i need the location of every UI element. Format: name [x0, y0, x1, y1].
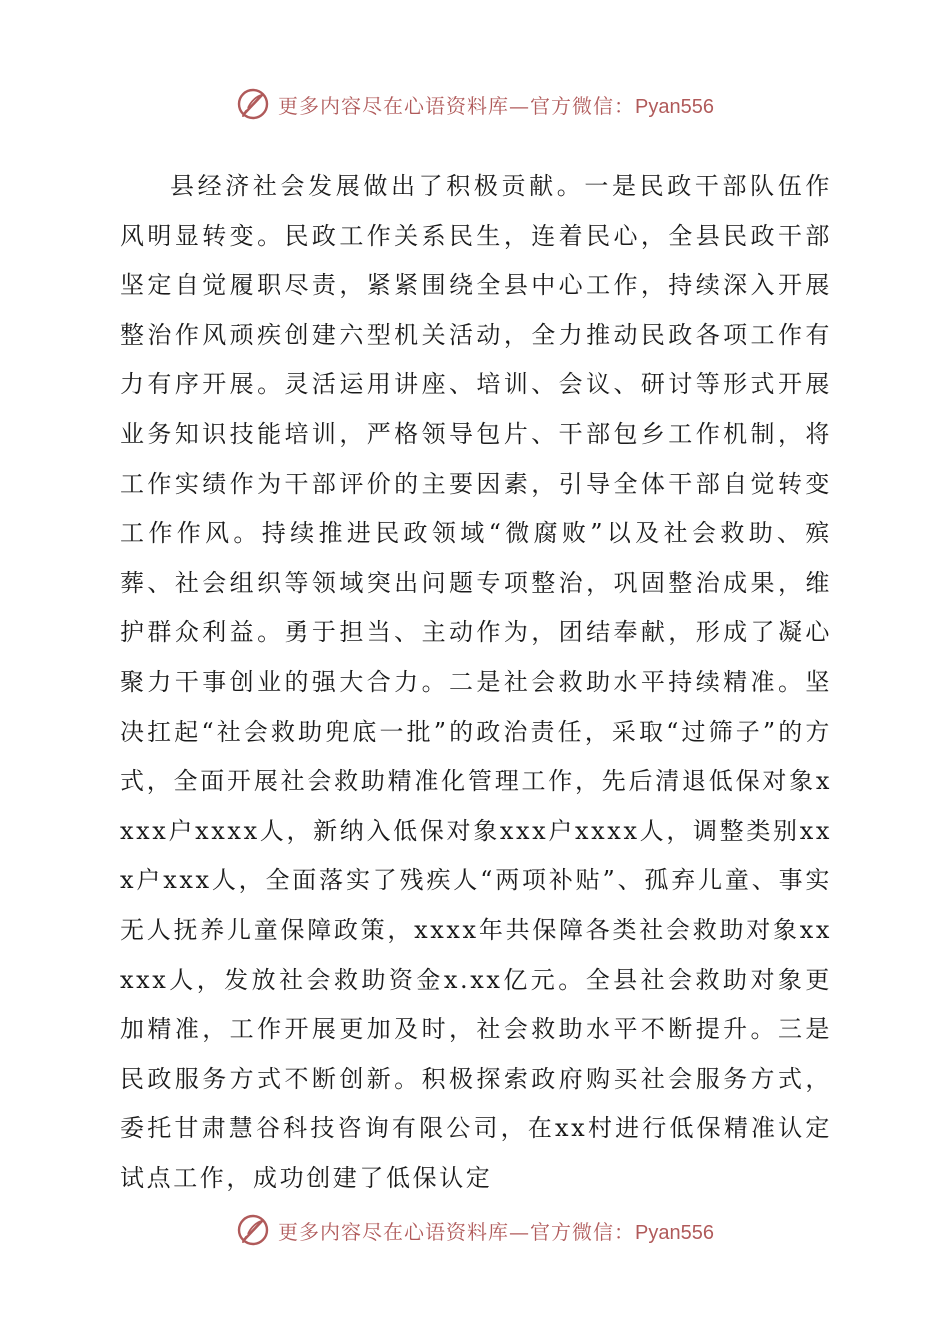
quill-pen-icon	[236, 87, 270, 121]
document-paragraph: 县经济社会发展做出了积极贡献。一是民政干部队伍作风明显转变。民政工作关系民生，连着民心，全县民政干部坚定自觉履职尽责，紧紧围绕全县中心工作，持续深入开展整治作风顽疾创建六型机关活动，全力推动民政各项工作有力有序开展。灵活运用讲座、培训、会议、研讨等形式开展业务知识技能培训，严格领导包片、干部包乡工作机制，将工作实绩作为干部评价的主要因素，引导全体干部自觉转变工作作风。持续推进民政领域“微腐败”以及社会救助、殡葬、社会组织等领域突出问题专项整治，巩固整治成果，维护群众利益。勇于担当、主动作为，团结奉献，形成了凝心聚力干事创业的强大合力。二是社会救助水平持续精准。坚决扛起“社会救助兜底一批”的政治责任，采取“过筛子”的方式，全面开展社会救助精准化管理工作，先后清退低保对象xxxx户xxxx人，新纳入低保对象xxx户xxxx人，调整类别xxx户xxx人，全面落实了残疾人“两项补贴”、孤弃儿童、事实无人抚养儿童保障政策，xxxx年共保障各类社会救助对象xxxxx人，发放社会救助资金x.xx亿元。全县社会救助对象更加精准，工作开展更加及时，社会救助水平不断提升。三是民政服务方式不断创新。积极探索政府购买社会服务方式，委托甘肃慧谷科技咨询有限公司，在xx村进行低保精准认定试点工作，成功创建了低保认定	[120, 172, 832, 1192]
wechat-id: Pyan556	[635, 1221, 714, 1244]
footer-watermark	[0, 1210, 950, 1250]
watermark-text: 更多内容尽在心语资料库—官方微信：Pyan556	[278, 1219, 714, 1244]
quill-pen-icon	[236, 1213, 270, 1247]
header-watermark	[0, 84, 950, 124]
wechat-id: Pyan556	[635, 95, 714, 118]
watermark-text: 更多内容尽在心语资料库—官方微信：Pyan556	[278, 93, 714, 118]
